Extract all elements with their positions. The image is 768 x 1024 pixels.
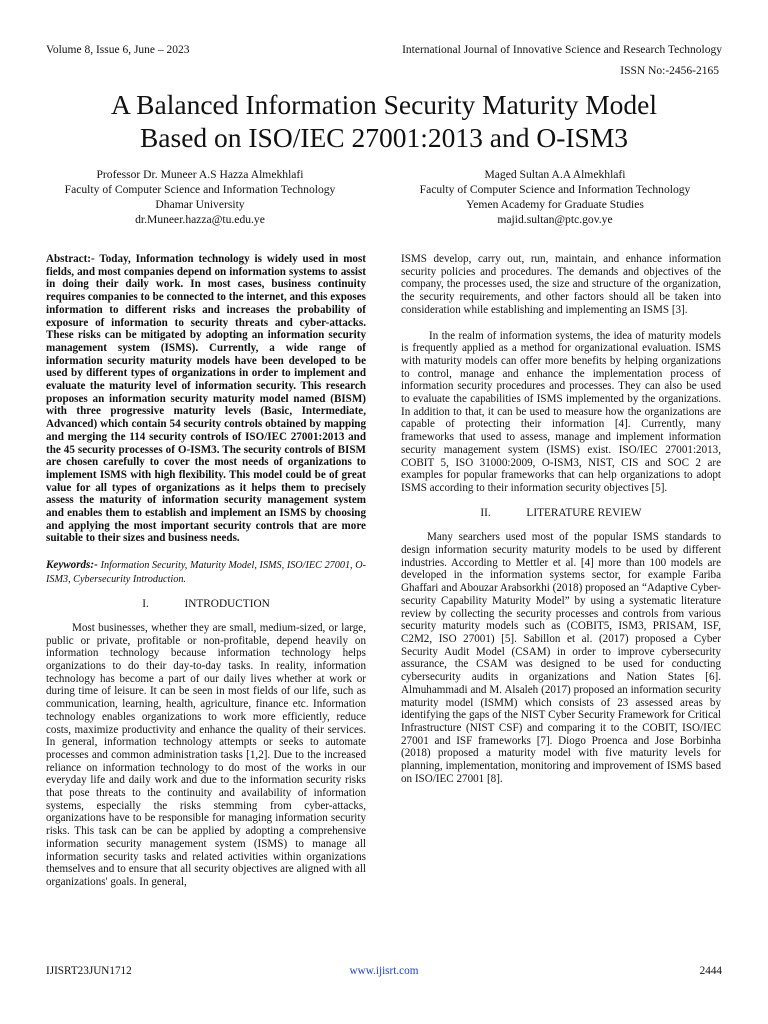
keywords-text: Information Security, Maturity Model, ISMS, ISO/IEC 27001, O-ISM3, Cybersecurity Introduction. bbox=[46, 560, 366, 585]
introduction-paragraph: Most businesses, whether they are small, medium-sized, or large, public or private, profitable or non-profitable, depend heavily on information technology because information technology helps organizations to do their day-to-day tasks. In reality, information technology has become a part of our daily lives whether at work or during time of leisure. It can be seen in most fields of our life, such as communication, learning, health, agriculture, finance etc. Information technology enables organizations to work more efficiently, reduce costs, maximize productivity and enhance the quality of their services. In general, information technology attempts or seeks to automate processes and common administration tasks [1,2]. Due to the increased reliance on information technology to do most of the works in our everyday life and daily work and due to the information security risks that pose threats to the continuity and availability of information systems, especially the risks stemming from cyber-attacks, organizations have to be responsible for managing information security risks. This task can be can be applied by adopting a comprehensive information security management system (ISMS) to manage all information security tasks and related activities within organizations themselves and to ensure that all security objectives are aligned with all organizations' goals. In general, bbox=[46, 621, 366, 888]
title-line-2: Based on ISO/IEC 27001:2013 and O-ISM3 bbox=[139, 122, 629, 153]
right-paragraph-2: In the realm of information systems, the idea of maturity models is frequently applied as a method for organizational evaluation. ISMS with maturity models can offer more benefits by helping organizations to control, manage and enhance the implementation process of information security procedures and processes. They can also be used to evaluate the capabilities of ISMS implemented by the organizations. In addition to that, it can be used to measure how the organizations are capable of protecting their information [4]. Currently, many frameworks that used to assess, manage and implement information security management system (ISMS) exist. ISO/IEC 27001:2013, COBIT 5, ISO 31000:2009, O-ISM3, NIST, CIS and SOC 2 are examples for popular frameworks that can help organizations to adopt ISMS according to their information security objectives [5]. bbox=[401, 329, 721, 494]
issn: ISSN No:-2456-2165 bbox=[620, 65, 719, 77]
literature-paragraph: Many searchers used most of the popular ISMS standards to design information security maturity models to be used by different industries. According to Mettler et al. [4] more than 100 models are developed in the information systems sector, for example Fariba Ghaffari and Abouzar Arabsorkhi (2018) proposed an “Adaptive Cyber-security Capability Maturity Model” by using a systematic literature review by collecting the security processes and controls from various security maturity models such as (COBIT5, ISM3, PRISAM, ISF, C2M2, ISO 27001) [5]. Sabillon et al. (2017) proposed a Cyber Security Audit Model (CSAM) in order to improve cybersecurity assurance, the CSAM was designed to be used for conducting cybersecurity audits in organizations and Nation States [6]. Almuhammadi and M. Alsaleh (2017) proposed an information security maturity model (ISMM) which consists of 23 assessed areas by identifying the gaps of the NIST Cyber Security Framework for Critical Infrastructure (NIST CSF) and comparing it to the COBIT, ISO/IEC 27001 and ISF frameworks [7]. Diogo Proenca and Jose Borbinha (2018) proposed a maturity model with five maturity levels for planning, implementation, monitoring and improvement of ISMS based on ISO/IEC 27001 [8]. bbox=[401, 531, 721, 785]
author-name: Maged Sultan A.A Almekhlafi bbox=[484, 168, 626, 181]
right-column bbox=[401, 253, 721, 785]
section-title: INTRODUCTION bbox=[184, 598, 270, 611]
keywords bbox=[46, 559, 366, 586]
section-number: II. bbox=[480, 506, 491, 519]
section-heading-introduction bbox=[46, 598, 366, 611]
author-faculty: Faculty of Computer Science and Information Technology bbox=[419, 183, 691, 196]
section-heading-literature-review bbox=[401, 507, 721, 520]
journal-name: International Journal of Innovative Science and Research Technology bbox=[402, 44, 722, 56]
section-title: LITERATURE REVIEW bbox=[526, 506, 642, 519]
page-number: 2444 bbox=[699, 965, 722, 977]
author-university: Yemen Academy for Graduate Studies bbox=[466, 198, 644, 211]
author-university: Dhamar University bbox=[155, 198, 245, 211]
journal-volume: Volume 8, Issue 6, June – 2023 bbox=[46, 44, 190, 56]
author-email: majid.sultan@ptc.gov.ye bbox=[497, 213, 613, 226]
author-block-2 bbox=[380, 167, 730, 227]
right-paragraph-1: ISMS develop, carry out, run, maintain, and enhance information security policies and procedures. The demands and objectives of the company, the processes used, the size and structure of the organization, the security requirements, and other factors should all be taken into consideration while establishing and implementing an ISMS [3]. bbox=[401, 253, 721, 316]
author-name: Professor Dr. Muneer A.S Hazza Almekhlafi bbox=[96, 168, 304, 181]
paper-title bbox=[0, 88, 768, 154]
title-line-1: A Balanced Information Security Maturity Model bbox=[110, 89, 658, 120]
keywords-label: Keywords:- bbox=[46, 559, 98, 572]
author-faculty: Faculty of Computer Science and Information Technology bbox=[64, 183, 336, 196]
author-email: dr.Muneer.hazza@tu.edu.ye bbox=[135, 213, 265, 226]
journal-website-link[interactable]: www.ijisrt.com bbox=[349, 965, 419, 977]
section-number: I. bbox=[142, 598, 149, 611]
author-block-1 bbox=[30, 167, 370, 227]
abstract: Abstract:- Today, Information technology is widely used in most fields, and most companies depend on information systems to assist in doing their daily work. In most cases, business continuity requires companies to be connected to the internet, and this exposes information to different risks and increases the probability of exposure of information to security threats and cyber-attacks. These risks can be mitigated by adopting an information security management system (ISMS). Currently, a wide range of information security maturity models have been developed to be used by different types of organizations in order to implement and evaluate the maturity level of information security. This research proposes an information security maturity model named (BISM) with three progressive maturity levels (Basic, Intermediate, Advanced) which contain 54 security controls obtained by mapping and merging the 114 security controls of ISO/IEC 27001:2013 and the 45 security processes of O-ISM3. The security controls of BISM are chosen carefully to cover the most needs of organizations to implement ISMS with high flexibility. This model could be of great value for all types of organizations as it helps them to precisely assess the maturity of information security management system and enables them to establish and implement an ISMS by choosing and applying the most important security controls that are more suitable to their sizes and business needs. bbox=[46, 253, 366, 545]
paper-id: IJISRT23JUN1712 bbox=[46, 965, 132, 977]
left-column bbox=[46, 253, 366, 889]
